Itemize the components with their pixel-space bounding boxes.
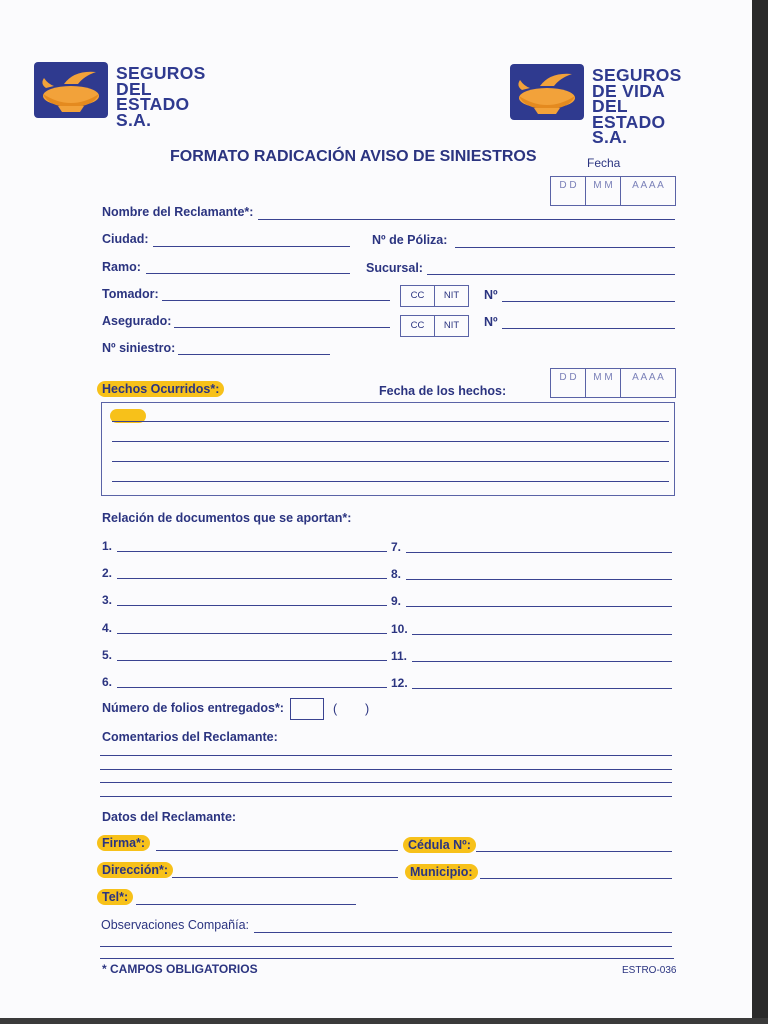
municipio-label [410, 865, 478, 879]
asegurado-doc-type[interactable] [400, 315, 469, 337]
datos-label: Datos del Reclamante: [102, 810, 237, 824]
tel-label-text: Tel*: [97, 889, 133, 905]
comentarios-line[interactable] [100, 782, 672, 783]
cedula-field[interactable] [476, 851, 672, 852]
doc-number: 5. [102, 648, 113, 662]
logo-right-line2: DE VIDA DEL [592, 80, 665, 116]
hechos-line [112, 461, 669, 462]
hechos-line [112, 421, 669, 422]
sucursal-label: Sucursal: [366, 261, 423, 275]
siniestro-field[interactable] [178, 354, 330, 355]
documentos-label: Relación de documentos que se aportan*: [102, 511, 352, 525]
comentarios-line[interactable] [100, 755, 672, 756]
comentarios-label: Comentarios del Reclamante: [102, 730, 278, 744]
doc-number: 7. [391, 540, 402, 554]
cc-option[interactable]: CC [401, 316, 435, 336]
sucursal-field[interactable] [427, 274, 675, 275]
date-year: A A A A [632, 180, 664, 191]
doc-number: 3. [102, 593, 113, 607]
doc-field-9[interactable] [406, 606, 672, 607]
logo-left-line1: SEGUROS [116, 63, 206, 83]
logo-left-line2: DEL [116, 78, 152, 99]
cedula-label-text: Cédula Nº: [403, 837, 476, 853]
form-code: ESTRO-036 [622, 965, 677, 976]
hechos-textarea[interactable] [101, 402, 675, 496]
nombre-label: Nombre del Reclamante*: [102, 205, 254, 219]
lamp-icon [510, 64, 584, 120]
hechos-line [112, 441, 669, 442]
doc-number: 10. [391, 622, 408, 636]
direccion-field[interactable] [172, 877, 398, 878]
doc-number: 4. [102, 621, 113, 635]
tomador-field[interactable] [162, 300, 390, 301]
tomador-no-label: Nº [484, 288, 498, 302]
siniestro-label: Nº siniestro: [102, 341, 176, 355]
observaciones-label: Observaciones Compañía: [101, 918, 249, 932]
firma-label-text: Firma*: [97, 835, 150, 851]
fecha-hechos-box[interactable] [550, 368, 676, 398]
doc-field-7[interactable] [406, 552, 672, 553]
poliza-field[interactable] [455, 247, 675, 248]
doc-field-11[interactable] [412, 661, 672, 662]
doc-field-6[interactable] [117, 687, 387, 688]
folios-paren: ( ) [333, 702, 370, 716]
doc-number: 9. [391, 594, 402, 608]
tomador-label: Tomador: [102, 287, 159, 301]
doc-field-5[interactable] [117, 660, 387, 661]
direccion-label-text: Dirección*: [97, 862, 173, 878]
folios-label: Número de folios entregados*: [102, 701, 284, 715]
asegurado-no-label: Nº [484, 315, 498, 329]
tomador-doc-type[interactable] [400, 285, 469, 307]
poliza-label: Nº de Póliza: [372, 233, 448, 247]
ciudad-field[interactable] [153, 246, 350, 247]
tel-label [102, 890, 133, 904]
hechos-label-text: Hechos Ocurridos*: [97, 381, 224, 397]
observaciones-field[interactable] [254, 932, 672, 933]
date-box[interactable] [550, 176, 676, 206]
date-day: D D [551, 177, 586, 205]
scan-edge-right [752, 0, 768, 1024]
doc-field-10[interactable] [412, 634, 672, 635]
nit-option[interactable]: NIT [443, 320, 460, 331]
cc-option[interactable]: CC [401, 286, 435, 306]
logo-right-line1: SEGUROS [592, 65, 682, 85]
folios-input[interactable] [290, 698, 324, 720]
lamp-icon [34, 62, 108, 118]
footer-rule [100, 958, 674, 959]
campos-obligatorios: * CAMPOS OBLIGATORIOS [102, 962, 258, 976]
doc-field-4[interactable] [117, 633, 387, 634]
doc-number: 11. [391, 649, 408, 663]
form-title: FORMATO RADICACIÓN AVISO DE SINIESTROS [170, 148, 537, 165]
municipio-field[interactable] [480, 878, 672, 879]
ramo-label: Ramo: [102, 260, 141, 274]
date-label: Fecha [587, 156, 621, 170]
doc-field-3[interactable] [117, 605, 387, 606]
doc-number: 8. [391, 567, 402, 581]
hechos-line [112, 481, 669, 482]
hechos-year: A A A A [632, 372, 664, 383]
doc-field-12[interactable] [412, 688, 672, 689]
doc-number: 6. [102, 675, 113, 689]
doc-field-1[interactable] [117, 551, 387, 552]
observaciones-line[interactable] [100, 946, 672, 947]
scan-edge-bottom [0, 1018, 768, 1024]
doc-field-8[interactable] [406, 579, 672, 580]
nombre-field[interactable] [258, 219, 675, 220]
municipio-label-text: Municipio: [405, 864, 478, 880]
doc-number: 2. [102, 566, 113, 580]
hechos-day: D D [551, 369, 586, 397]
comentarios-line[interactable] [100, 769, 672, 770]
tomador-no-field[interactable] [502, 301, 675, 302]
cedula-label [408, 838, 476, 852]
direccion-label [102, 863, 173, 877]
logo-right-line3: ESTADO S.A. [592, 111, 666, 147]
nit-option[interactable]: NIT [443, 290, 460, 301]
asegurado-label: Asegurado: [102, 314, 172, 328]
asegurado-no-field[interactable] [502, 328, 675, 329]
asegurado-field[interactable] [174, 327, 390, 328]
doc-field-2[interactable] [117, 578, 387, 579]
logo-left-line3: ESTADO S.A. [116, 94, 190, 130]
hechos-label [102, 382, 224, 396]
firma-label [102, 836, 150, 850]
ciudad-label: Ciudad: [102, 232, 149, 246]
tel-field[interactable] [136, 904, 356, 905]
firma-field[interactable] [156, 850, 398, 851]
date-month: M M [586, 177, 621, 205]
comentarios-line[interactable] [100, 796, 672, 797]
fecha-hechos-label: Fecha de los hechos: [379, 384, 507, 398]
doc-number: 12. [391, 676, 408, 690]
doc-number: 1. [102, 539, 113, 553]
hechos-month: M M [586, 369, 621, 397]
ramo-field[interactable] [146, 273, 350, 274]
